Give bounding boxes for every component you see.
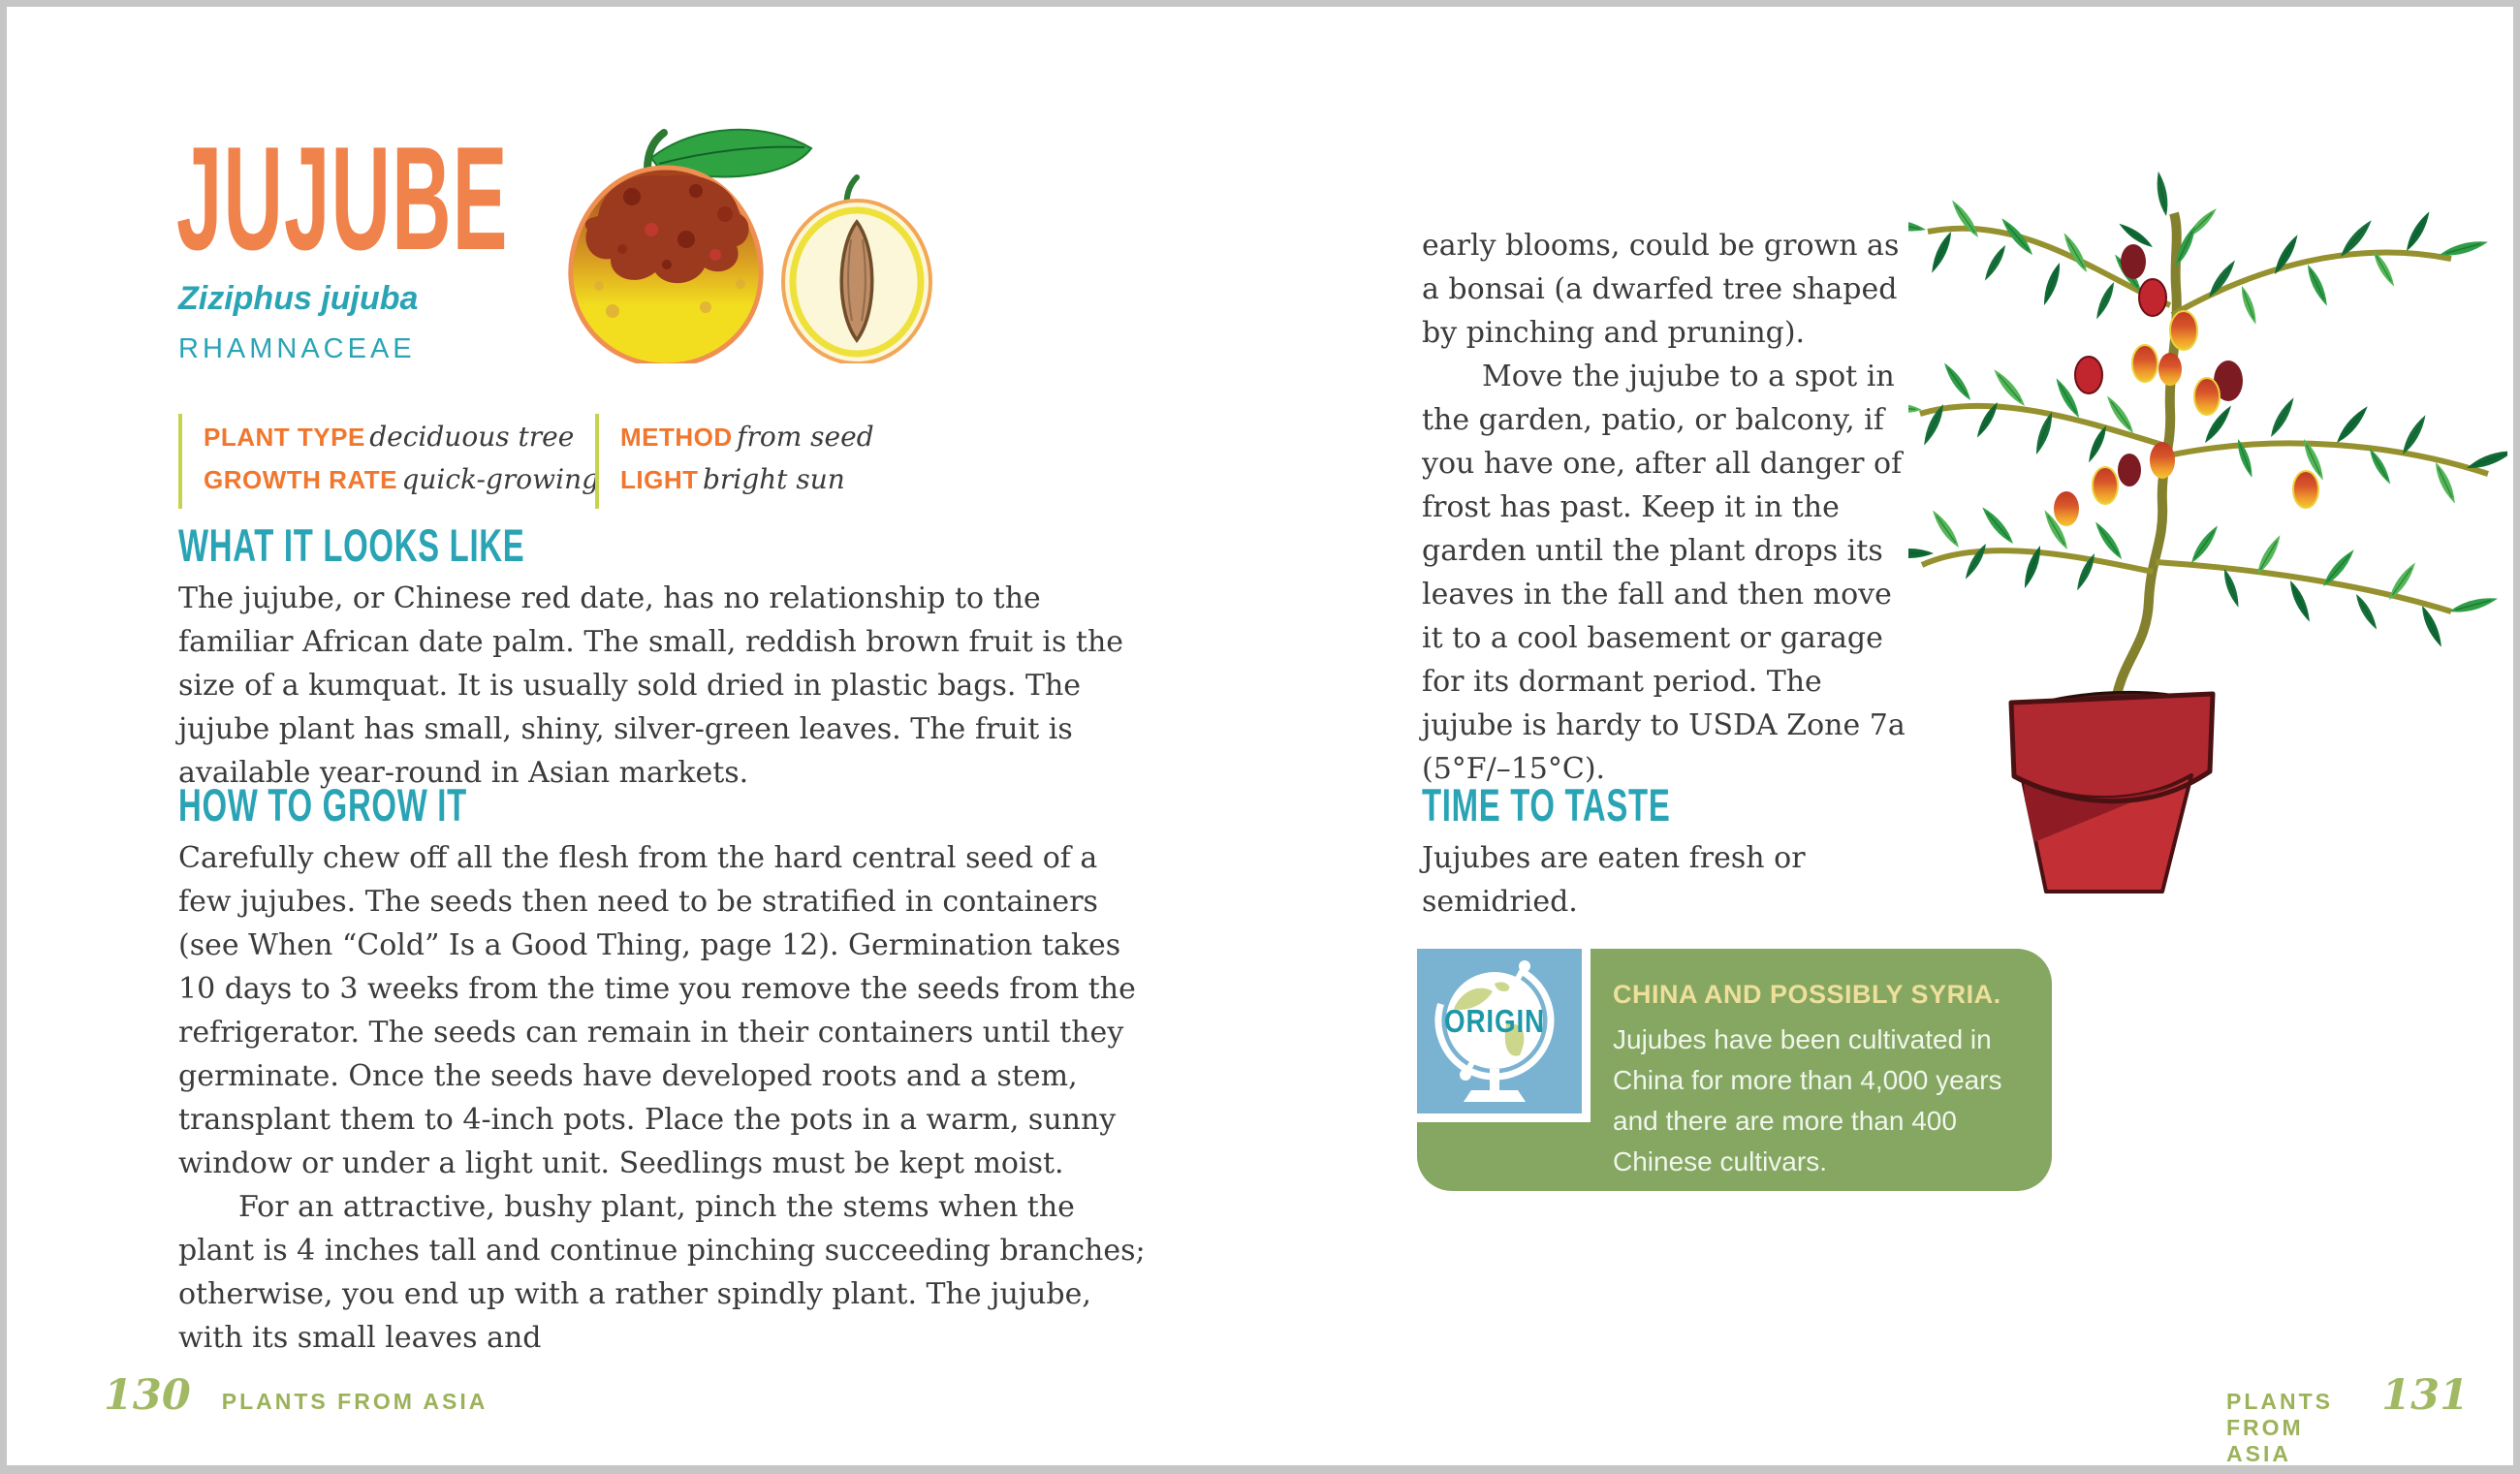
page-number-left: 130 xyxy=(104,1371,191,1420)
footer-right xyxy=(2226,1371,2469,1467)
fact-light: LIGHT bright sun xyxy=(620,463,845,495)
footer-left xyxy=(104,1371,488,1420)
facts-column-2 xyxy=(595,414,911,509)
running-head-right: PLANTS FROM ASIA xyxy=(2226,1389,2333,1466)
origin-badge-label: ORIGIN xyxy=(1444,1003,1545,1039)
cut-jujube-icon xyxy=(783,177,930,363)
section-heading-taste: TIME TO TASTE xyxy=(1422,779,1671,831)
globe-icon xyxy=(1417,949,1573,1105)
origin-heading: CHINA AND POSSIBLY SYRIA. xyxy=(1613,980,2001,1009)
plant-branches xyxy=(1920,229,2488,612)
origin-badge xyxy=(1417,949,1591,1122)
family-name: RHAMNACEAE xyxy=(178,333,416,364)
fact-growth-rate: GROWTH RATE quick-growing xyxy=(204,463,600,495)
fact-plant-type: PLANT TYPE deciduous tree xyxy=(204,421,575,453)
page-spread xyxy=(7,7,2513,1465)
species-name: Ziziphus jujuba xyxy=(178,280,419,317)
right-text-column: early blooms, could be grown as a bonsai (a dwarfed tree shaped by pinching and pruning). Move the jujube to a spot in the garden, patio, or balcony, if you have one, after all danger of frost has past. Keep it in the garden until the plant drops its leaves in the fall and then move it to a cool basement or garage for its dormant period. The jujube is hardy to USDA Zone 7a (5°F/–15°C). xyxy=(1422,229,1906,786)
origin-callout xyxy=(1417,949,2052,1191)
section-body-grow: Carefully chew off all the flesh from the hard central seed of a few jujubes. The seeds then need to be stratified in containers (see When “Cold” Is a Good Thing, page 12). Germination takes 10 days to 3 weeks from the time you remove the seeds from the refrigerator. The seeds can remain in their containers until they germinate. Once the seeds have developed roots and a stem, transplant them to 4-inch pots. Place the pots in a warm, sunny window or under a light unit. Seedlings must be kept moist. For an attractive, bushy plant, pinch the stems when the plant is 4 inches tall and continue pinching succeeding branches; otherwise, you end up with a rather spindly plant. The jujube, with its small leaves and xyxy=(178,841,1146,1355)
section-body-taste: Jujubes are eaten fresh or semidried. xyxy=(1422,841,1806,919)
page-title: JUJUBE xyxy=(176,116,509,281)
running-head-left: PLANTS FROM ASIA xyxy=(221,1389,488,1414)
plant-fruits xyxy=(2054,244,2318,526)
origin-text xyxy=(1613,980,2030,1182)
facts-column-1 xyxy=(178,414,600,509)
plant-facts xyxy=(178,414,911,509)
jujube-plant-illustration xyxy=(1908,170,2507,918)
origin-body: Jujubes have been cultivated in China for more than 4,000 years and there are more than 400 Chinese cultivars. xyxy=(1613,1024,2002,1176)
section-heading-grow: HOW TO GROW IT xyxy=(178,779,467,831)
jujube-fruit-illustration xyxy=(506,121,944,363)
page-number-right: 131 xyxy=(2381,1371,2469,1420)
section-heading-looks: WHAT IT LOOKS LIKE xyxy=(178,519,525,571)
section-body-looks: The jujube, or Chinese red date, has no relationship to the familiar African date palm. The small, reddish brown fruit is the size of a kumquat. It is usually sold dried in plastic bags. The jujube plant has small, shiny, silver-green leaves. The fruit is available year-round in Asian markets. xyxy=(178,581,1124,790)
plant-pot xyxy=(2011,692,2213,892)
fact-method: METHOD from seed xyxy=(620,421,874,453)
whole-jujube-icon xyxy=(571,130,811,363)
